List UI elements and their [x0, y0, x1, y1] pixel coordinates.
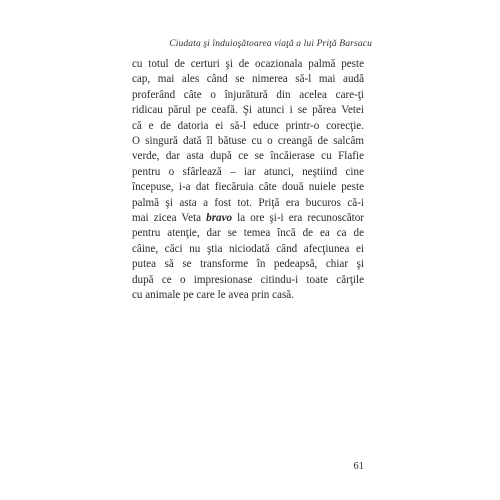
text-line: O singură dată îl bătuse cu o creangă de salcâm: [132, 135, 364, 148]
text-line: pentru o sfârlează – iar atunci, neştiind cine: [132, 165, 364, 178]
text-line: putea să se transforme în pedeapsă, chiar şi: [132, 258, 364, 271]
emphasized-word: bravo: [206, 212, 233, 225]
text-line: [132, 211, 364, 226]
text-line: pentru atenţie, dar se temea încă de ea ca de: [132, 227, 364, 240]
text-line: după ce o impresionase citindu-i toate cărţile: [132, 273, 364, 286]
text-line: palmă şi asta a fost tot. Priţă era bucuros că-i: [132, 196, 364, 209]
text-line: că e de datoria ei să-l educe printr-o corecţie.: [132, 119, 364, 132]
body-paragraph: [132, 57, 364, 304]
text-segment: mai zicea Veta: [132, 212, 207, 225]
text-line: proferând câte o înjurătură din acelea care-ţi: [132, 88, 364, 101]
text-line: verde, dar asta după ce se încăierase cu Flafie: [132, 150, 364, 163]
text-segment: la ore şi-i era recunoscător: [232, 212, 364, 225]
text-line: ridicau părul pe ceafă. Şi atunci i se părea Vetei: [132, 104, 364, 117]
text-line: începuse, i-a dat fiecăruia câte două nuiele peste: [132, 181, 364, 194]
text-line: cu totul de certuri şi de ocazionala palmă peste: [132, 58, 364, 70]
text-line: cap, mai ales când se nimerea să-l mai audă: [132, 73, 364, 86]
page-number: 61: [353, 461, 364, 472]
text-line: câine, căci nu ştia niciodată când afecţiunea ei: [132, 242, 364, 255]
text-line: cu animale pe care le avea prin casă.: [132, 289, 294, 302]
running-head: Ciudata şi înduioşătoarea viaţă a lui Priţă Barsacu: [169, 38, 372, 49]
